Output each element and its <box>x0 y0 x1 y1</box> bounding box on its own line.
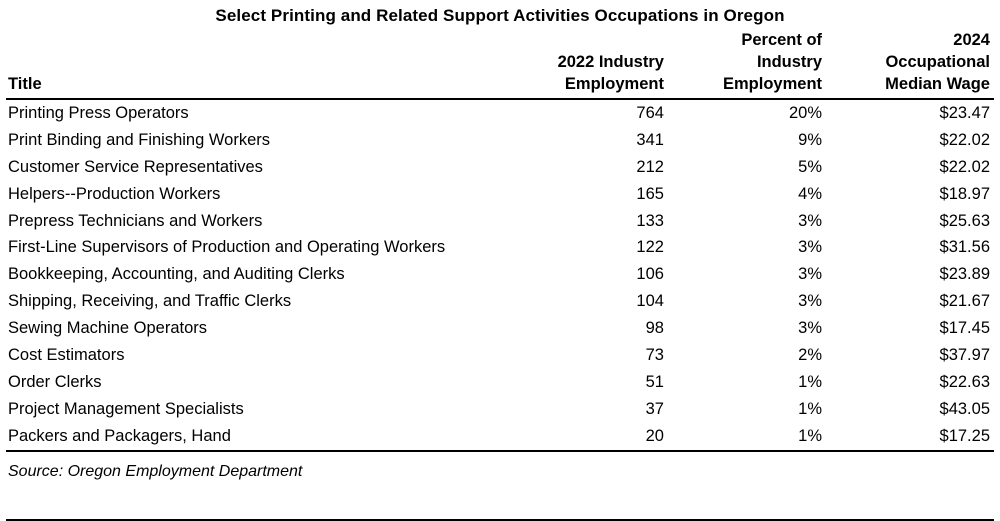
column-header-wage-line-3: Median Wage <box>885 74 990 93</box>
column-header-wage-line-2: Occupational <box>885 52 990 71</box>
cell-employment: 212 <box>636 157 664 176</box>
column-header-employment <box>520 30 668 99</box>
cell-percent: 3% <box>798 211 823 230</box>
cell-employment: 122 <box>636 238 664 257</box>
cell-percent: 1% <box>798 400 823 419</box>
cell-wage: $22.02 <box>939 130 990 149</box>
cell-wage: $17.45 <box>939 319 990 338</box>
column-header-title-line-1: Title <box>8 74 42 93</box>
cell-employment: 20 <box>520 424 668 452</box>
cell-percent: 2% <box>798 346 823 365</box>
cell-percent: 3% <box>798 265 823 284</box>
cell-wage: $25.63 <box>939 211 990 230</box>
table-row <box>6 262 994 289</box>
cell-percent: 5% <box>798 157 823 176</box>
cell-title: Print Binding and Finishing Workers <box>8 130 270 149</box>
table-row <box>6 235 994 262</box>
cell-title: Printing Press Operators <box>8 103 189 122</box>
cell-wage: $22.63 <box>939 373 990 392</box>
cell-wage: $21.67 <box>939 292 990 311</box>
column-header-percent-line-1: Percent of <box>741 31 823 49</box>
cell-title: Cost Estimators <box>8 346 125 365</box>
cell-employment: 98 <box>645 319 664 338</box>
cell-percent: 3% <box>798 238 823 257</box>
cell-title: Shipping, Receiving, and Traffic Clerks <box>8 292 292 311</box>
cell-percent: 9% <box>798 130 823 149</box>
cell-percent: 1% <box>668 424 826 452</box>
column-header-wage <box>826 30 994 99</box>
column-header-title <box>6 30 520 99</box>
column-header-percent-line-2: Industry <box>756 52 823 71</box>
column-header-percent <box>668 30 826 99</box>
column-header-employment-line-2: Employment <box>564 74 664 93</box>
cell-title: Helpers--Production Workers <box>8 184 221 203</box>
cell-wage: $43.05 <box>939 400 990 419</box>
cell-wage: $23.47 <box>939 103 990 122</box>
table-row <box>6 99 994 127</box>
source-note: Source: Oregon Employment Department <box>8 463 303 481</box>
cell-title: Project Management Specialists <box>8 400 244 419</box>
column-header-percent-line-3: Employment <box>723 74 823 93</box>
cell-employment: 165 <box>636 184 664 203</box>
cell-employment: 73 <box>645 346 664 365</box>
table-row <box>6 208 994 235</box>
cell-employment: 133 <box>636 211 664 230</box>
table-row <box>6 127 994 154</box>
cell-title: Bookkeeping, Accounting, and Auditing Clerks <box>8 265 345 284</box>
cell-title: First-Line Supervisors of Production and Operating Workers <box>8 238 446 257</box>
table-row <box>6 316 994 343</box>
table-body <box>6 99 994 451</box>
cell-employment: 341 <box>636 130 664 149</box>
cell-wage: $22.02 <box>939 157 990 176</box>
cell-wage: $23.89 <box>939 265 990 284</box>
cell-wage: $18.97 <box>939 184 990 203</box>
cell-title: Customer Service Representatives <box>8 157 263 176</box>
cell-employment: 106 <box>636 265 664 284</box>
table-row <box>6 289 994 316</box>
cell-percent: 20% <box>789 103 823 122</box>
page-title: Select Printing and Related Support Activities Occupations in Oregon <box>215 6 785 25</box>
cell-title: Sewing Machine Operators <box>8 319 208 338</box>
table-row <box>6 181 994 208</box>
table-row <box>6 370 994 397</box>
cell-wage: $31.56 <box>939 238 990 257</box>
table-header-row <box>6 30 994 99</box>
cell-employment: 104 <box>636 292 664 311</box>
cell-percent: 4% <box>798 184 823 203</box>
cell-wage: $17.25 <box>826 424 994 452</box>
column-header-wage-line-1: 2024 <box>953 31 990 49</box>
cell-title: Order Clerks <box>8 373 102 392</box>
table-head <box>6 30 994 99</box>
cell-percent: 3% <box>798 292 823 311</box>
occupations-table <box>6 30 994 452</box>
column-header-employment-line-1: 2022 Industry <box>557 52 664 71</box>
cell-percent: 3% <box>798 319 823 338</box>
cell-employment: 51 <box>645 373 664 392</box>
table-row <box>6 424 994 452</box>
cell-title: Prepress Technicians and Workers <box>8 211 263 230</box>
cell-percent: 1% <box>798 373 823 392</box>
table-row <box>6 343 994 370</box>
table-row <box>6 154 994 181</box>
cell-title: Packers and Packagers, Hand <box>6 424 520 452</box>
cell-employment: 37 <box>645 400 664 419</box>
table-row <box>6 397 994 424</box>
cell-wage: $37.97 <box>939 346 990 365</box>
cell-employment: 764 <box>636 103 664 122</box>
